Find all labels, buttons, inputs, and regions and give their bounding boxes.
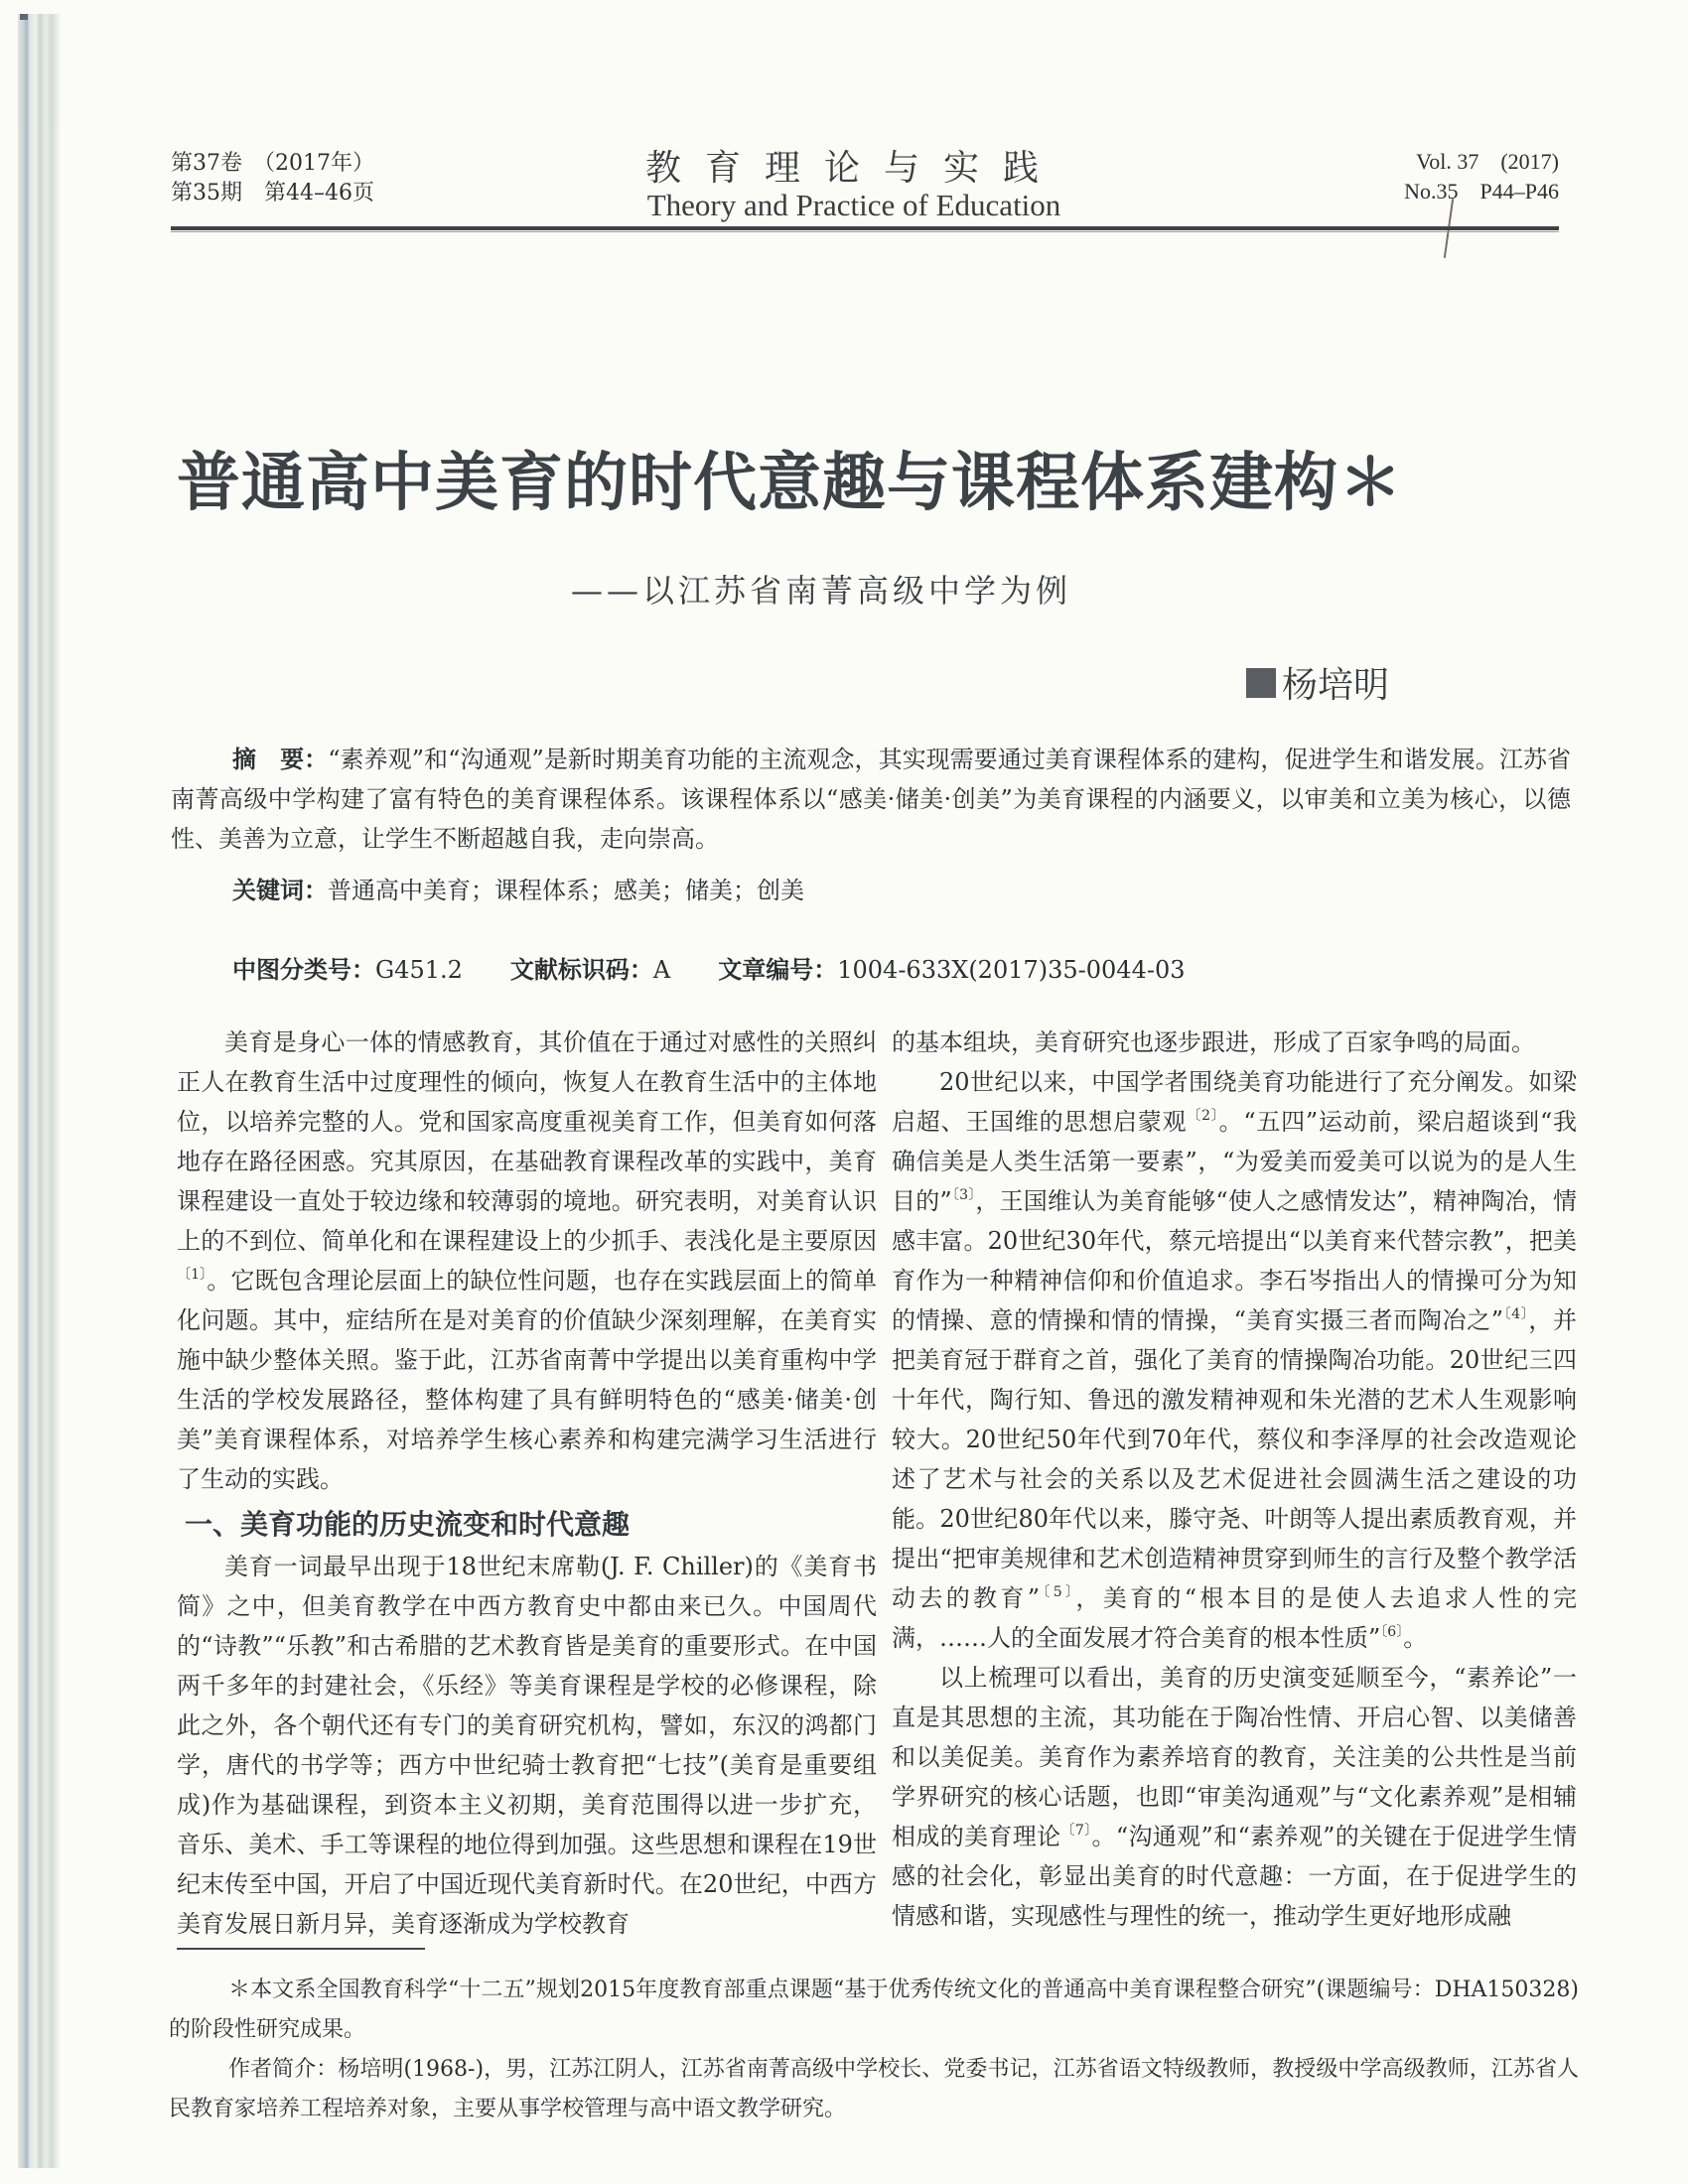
author-bio: 作者简介：杨培明(1968-)，男，江苏江阴人，江苏省南菁高级中学校长、党委书记，江苏省语文特级教师，教授级中学高级教师，江苏省人民教育家培养工程培养对象，主要从事学校管理与高中语文教学研究。 [169, 2057, 1579, 2121]
citation-ref: 〔6〕 [1380, 1624, 1404, 1640]
author-byline [1246, 657, 1389, 708]
issue-info-cn [171, 149, 374, 208]
paragraph: 20世纪以来，中国学者围绕美育功能进行了充分阐发。如梁启超、王国维的思想启蒙观$^{〔2〕}$。“五四”运动前，梁启超谈到“我确信美是人类生活第一要素”，“为爱美而爱美可以说为的是人生目的”$^{〔3〕}$，王国维认为美育能够“使人之感情发达”，精神陶冶，情感丰富。20世纪30年代，蔡元培提出“以美育来代替宗教”，把美育作为一种精神信仰和价值追求。李石岑指出人的情操可分为知的情操、意的情操和情的情操，“美育实摄三者而陶冶之”$^{〔4〕}$，并把美育冠于群育之首，强化了美育的情操陶冶功能。20世纪三四十年代，陶行知、鲁迅的激发精神观和朱光潜的艺术人生观影响较大。20世纪50年代到70年代，蔡仪和李泽厚的社会改造观论述了艺术与社会的关系以及艺术促进社会圆满生活之建设的功能。20世纪80年代以来，滕守尧、叶朗等人提出素质教育观，并提出“把审美规律和艺术创造精神贯穿到师生的言行及整个教学活动去的教育”$^{〔5〕}$，美育的“根本目的是使人去追求人性的完满，……人的全面发展才符合美育的根本性质”$^{〔6〕}$。 [892, 1068, 1577, 1652]
header-rule-thin [171, 231, 1559, 232]
citation-ref: 〔5〕 [1040, 1584, 1076, 1600]
journal-masthead [556, 149, 1152, 222]
scanner-edge-strip [18, 14, 60, 2168]
volume-year-en: Vol. 37 (2017) [1416, 149, 1559, 174]
citation-ref: 〔2〕 [1187, 1108, 1219, 1124]
footnote-rule [177, 1948, 425, 1950]
document-code: 文献标识码：A [509, 956, 671, 984]
article-number: 文章编号：1004-633X(2017)35-0044-03 [718, 956, 1186, 984]
issue-pages: 第35期 第44–46页 [171, 181, 374, 205]
article-metadata [232, 950, 1186, 990]
keywords [232, 871, 804, 910]
section-heading: 一、美育功能的历史流变和时代意趣 [185, 1508, 631, 1541]
body-column-left [177, 1023, 877, 1944]
keywords-text: 普通高中美育；课程体系；感美；储美；创美 [328, 877, 804, 904]
paragraph: 以上梳理可以看出，美育的历史演变延顺至今，“素养论”一直是其思想的主流，其功能在于陶冶性情、开启心智、以美储善和以美促美。美育作为素养培育的教育，关注美的公共性是当前学界研究的核心话题，也即“审美沟通观”与“文化素养观”是相辅相成的美育理论$^{〔7〕}$。“沟通观”和“素养观”的关键在于促进学生情感的社会化，彰显出美育的时代意趣：一方面，在于促进学生的情感和谐，实现感性与理性的统一，推动学生更好地形成融 [892, 1664, 1577, 1930]
journal-title-cn: 教育理论与实践 [644, 148, 1062, 189]
citation-ref: 〔1〕 [177, 1267, 208, 1283]
abstract [171, 740, 1571, 859]
issue-pages-en: No.35 P44–P46 [1404, 179, 1559, 204]
author-square-icon [1246, 668, 1276, 698]
author-name: 杨培明 [1282, 665, 1390, 706]
volume-year: 第37卷 （2017年） [171, 151, 374, 176]
citation-ref: 〔3〕 [951, 1187, 976, 1203]
abstract-label: 摘 要： [232, 746, 329, 773]
article-subtitle: ——以江苏省南菁高级中学为例 [571, 572, 1072, 610]
header-rule [171, 226, 1559, 230]
citation-ref: 〔4〕 [1502, 1306, 1529, 1322]
article-title: 普通高中美育的时代意趣与课程体系建构＊ [177, 447, 1403, 520]
paragraph: 的基本组块，美育研究也逐步跟进，形成了百家争鸣的局面。 [892, 1028, 1535, 1056]
issue-info-en [1404, 147, 1559, 206]
abstract-text: “素养观”和“沟通观”是新时期美育功能的主流观念，其实现需要通过美育课程体系的建构，促进学生和谐发展。江苏省南菁高级中学构建了富有特色的美育课程体系。该课程体系以“感美·储美·创美”为美育课程的内涵要义，以审美和立美为核心，以德性、美善为立意，让学生不断超越自我，走向崇高。 [171, 746, 1572, 853]
citation-ref: 〔7〕 [1060, 1823, 1092, 1839]
paragraph: 美育是身心一体的情感教育，其价值在于通过对感性的关照纠正人在教育生活中过度理性的倾向，恢复人在教育生活中的主体地位，以培养完整的人。党和国家高度重视美育工作，但美育如何落地存在路径困惑。究其原因，在基础教育课程改革的实践中，美育课程建设一直处于较边缘和较薄弱的境地。研究表明，对美育认识上的不到位、简单化和在课程建设上的少抓手、表浅化是主要原因$^{〔1〕}$。它既包含理论层面上的缺位性问题，也存在实践层面上的简单化问题。其中，症结所在是对美育的价值缺少深刻理解，在美育实施中缺少整体关照。鉴于此，江苏省南菁中学提出以美育重构中学生活的学校发展路径，整体构建了具有鲜明特色的“感美·储美·创美”美育课程体系，对培养学生核心素养和构建完满学习生活进行了生动的实践。 [177, 1028, 877, 1493]
keywords-label: 关键词： [232, 877, 328, 904]
journal-title-en: Theory and Practice of Education [646, 188, 1061, 222]
clc-number: 中图分类号：G451.2 [232, 956, 463, 984]
funding-note: ＊本文系全国教育科学“十二五”规划2015年度教育部重点课题“基于优秀传统文化的普通高中美育课程整合研究”(课题编号：DHA150328)的阶段性研究成果。 [169, 1978, 1579, 2042]
paragraph: 美育一词最早出现于18世纪末席勒(J. F. Chiller)的《美育书简》之中，但美育教学在中西方教育史中都由来已久。中国周代的“诗教”“乐教”和古希腊的艺术教育皆是美育的重要形式。在中国两千多年的封建社会，《乐经》等美育课程是学校的必修课程，除此之外，各个朝代还有专门的美育研究机构，譬如，东汉的鸿都门学，唐代的书学等；西方中世纪骑士教育把“七技”(美育是重要组成)作为基础课程，到资本主义初期，美育范围得以进一步扩充，音乐、美术、手工等课程的地位得到加强。这些思想和课程在19世纪末传至中国，开启了中国近现代美育新时代。在20世纪，中西方美育发展日新月异，美育逐渐成为学校教育 [177, 1553, 877, 1938]
body-column-right [892, 1023, 1577, 1936]
scan-mark [20, 14, 28, 20]
footnotes [169, 1971, 1579, 2129]
